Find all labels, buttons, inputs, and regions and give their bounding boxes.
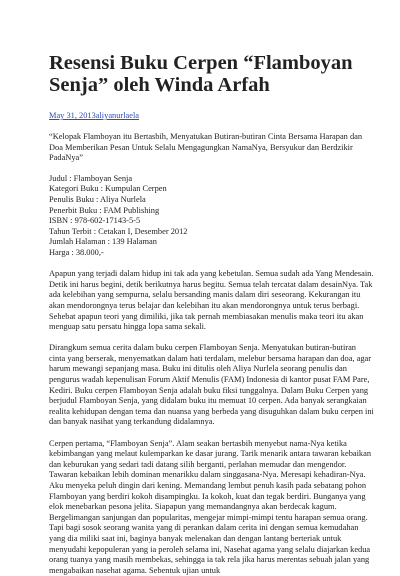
article-title: Resensi Buku Cerpen “Flamboyan Senja” oleh Winda Arfah: [49, 52, 353, 96]
info-publisher: Penerbit Buku : FAM Publishing: [49, 205, 160, 215]
info-pages: Jumlah Halaman : 139 Halaman: [49, 237, 157, 247]
info-price: Harga : 38.000,-: [49, 247, 104, 257]
paragraph-1: Apapun yang terjadi dalam hidup ini tak ada yang kebetulan. Semua sudah ada Yang Mendesain. Detik ini harus begini, detik berikutnya harus begitu. Semua telah tercatat dalam desainNya. Tak ada kelebihan yang sempurna, selalu bersanding manis dalam diri seseorang. Kekurangan itu akan mendorongnya terus belajar dan kelebihan itu akan mendorongnya untuk terus berbagi. Sehebat apapun teori yang dimiliki, jika tak pernah membiasakan menulis maka teori itu akan menguap satu persatu hingga lopa sama sekali.: [49, 269, 374, 332]
post-date-link[interactable]: May 31, 2013: [49, 111, 96, 120]
info-author: Penulis Buku : Aliya Nurlela: [49, 194, 146, 204]
paragraph-2: Dirangkum semua cerita dalam buku cerpen Flamboyan Senja. Menyatukan butiran-butiran cinta yang berserak, menyematkan dalam hati terdalam, melebur bersama harapan dan doa, agar harum mewangi sepanjang masa. Buku ini ditulis oleh Aliya Nurlela seorang penulis dan pengurus wadah kepenulisan Forum Aktif Menulis (FAM) Indonesia di kantor pusat FAM Pare, Kediri. Buku cerpen Flamboyan Senja adalah buku fiksi tunggalnya. Dalam Buku Cerpen yang berjudul Flamboyan Senja, yang didalam buku itu memuat 10 cerpen. Ada banyak serangkaian realita kehidupan dengan tema dan nuansa yang berbeda yang disuguhkan dalam buku cerpen ini dan banyak nasihat yang terkandung didalamnya.: [49, 343, 374, 427]
info-isbn: ISBN : 978-602-17143-5-5: [49, 216, 141, 226]
paragraph-3: Cerpen pertama, “Flamboyan Senja”. Alam seakan bertasbih menyebut nama-Nya ketika kebimbangan yang melaut kulemparkan ke dasar jurang. Tarik menarik antara tawaran kebaikan dan keburukan yang sedari tadi datang silih berganti, perlahan memudar dan mengendor. Tawaran kebaikan lebih dominan menarikku dalam singgasana-Nya. Meresapi kehadiran-Nya. Aku menyeka peluh dingin dari kening. Memandang lembut penuh kasih pada sebatang pohon Flamboyan yang berdiri kokoh disampingku. Ia kokoh, kuat dan tegak berdiri. Bunganya yang elok menebarkan pesona jelita. Siapapun yang memandangnya akan berdecak kagum. Bergelimangan sanjungan dan popularitas, mengejar mimpi-mimpi tentu harapan semua orang. Tapi bagi sosok seorang wanita yang di perankan dalam cerita ini dengan semua kemudahan yang dia miliki saat ini, baginya banyak melenakan dan dengan lantang berteriak untuk menyudahi kepopuleran yang ia peroleh selama ini, Nasehat agama yang selalu diajarkan kedua orang tuanya yang masih membekas, sehingga ia tak rela jika harus merentas sebuah jalan yang mengabaikan nasehat agama. Sebentuk ujian untuk: [49, 438, 372, 575]
post-meta: [49, 110, 374, 121]
post-author-link[interactable]: aliyanurlaela: [95, 111, 140, 120]
info-year: Tahun Terbit : Cetakan I, Desember 2012: [49, 226, 188, 236]
info-title: Judul : Flamboyan Senja: [49, 173, 133, 183]
opening-quote: “Kelopak Flamboyan itu Bertasbih, Menyatukan Butiran-butiran Cinta Bersama Harapan dan Doa Memberikan Pesan Untuk Selalu Mengagungkan NamaNya, Bersyukur dan Berdzikir PadaNya”: [49, 132, 363, 163]
info-category: Kategori Buku : Kumpulan Cerpen: [49, 184, 167, 194]
book-info: [49, 174, 374, 259]
